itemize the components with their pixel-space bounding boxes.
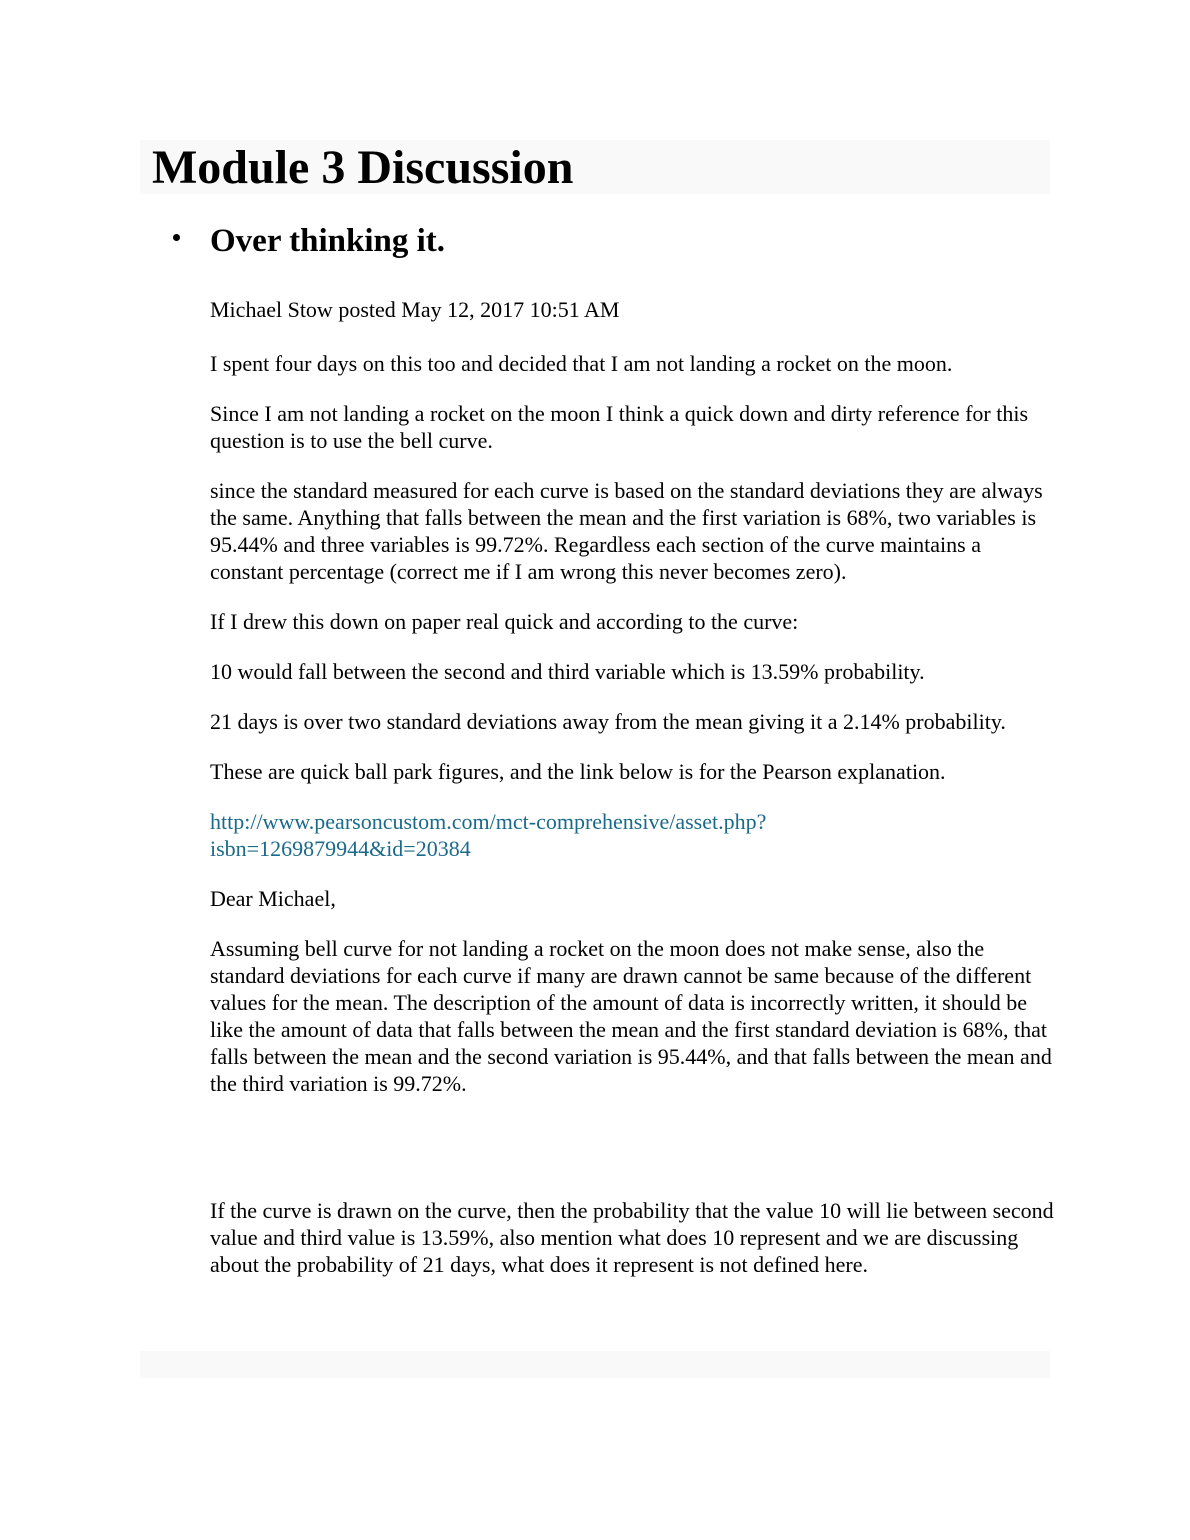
reply-paragraph: If the curve is drawn on the curve, then the probability that the value 10 will lie between second value and third value is 13.59%, also mention what does 10 represent and we are discussing about the probability of 21 days, what does it represent is not defined here. [210, 1198, 1054, 1277]
post-title[interactable]: Over thinking it. [210, 223, 446, 259]
post-body [210, 350, 1055, 1301]
pearson-link-line-1[interactable]: http://www.pearsoncustom.com/mct-comprehensive/asset.php? [210, 809, 767, 834]
post-paragraph: 21 days is over two standard deviations away from the mean giving it a 2.14% probability. [210, 709, 1006, 734]
reply-greeting: Dear Michael, [210, 886, 336, 911]
post-paragraph: I spent four days on this too and decided that I am not landing a rocket on the moon. [210, 351, 953, 376]
pearson-link-line-2[interactable]: isbn=1269879944&id=20384 [210, 836, 471, 861]
pearson-link-paragraph [210, 808, 1055, 862]
bottom-band [140, 1351, 1050, 1378]
list-bullet-icon [173, 234, 180, 241]
post-meta: Michael Stow posted May 12, 2017 10:51 AM [210, 297, 620, 322]
post-paragraph: since the standard measured for each curve is based on the standard deviations they are always the same. Anything that falls between the mean and the first variation is 68%, two variables is 95.44% and three variables is 99.72%. Regardless each section of the curve maintains a constant percentage (correct me if I am wrong this never becomes zero). [210, 478, 1043, 584]
post-paragraph: These are quick ball park figures, and the link below is for the Pearson explanation. [210, 759, 946, 784]
post-paragraph: If I drew this down on paper real quick and according to the curve: [210, 609, 799, 634]
blank-line [210, 1120, 1055, 1147]
page-title: Module 3 Discussion [152, 141, 574, 194]
post-paragraph: Since I am not landing a rocket on the moon I think a quick down and dirty reference for this question is to use the bell curve. [210, 401, 1029, 453]
pearson-link[interactable] [210, 809, 766, 861]
post-paragraph: 10 would fall between the second and third variable which is 13.59% probability. [210, 659, 925, 684]
reply-paragraph: Assuming bell curve for not landing a rocket on the moon does not make sense, also the standard deviations for each curve if many are drawn cannot be same because of the different values for the mean. The description of the amount of data is incorrectly written, it should be like the amount of data that falls between the mean and the first standard deviation is 68%, that falls between the mean and the second variation is 95.44%, and that falls between the mean and the third variation is 99.72%. [210, 936, 1052, 1096]
